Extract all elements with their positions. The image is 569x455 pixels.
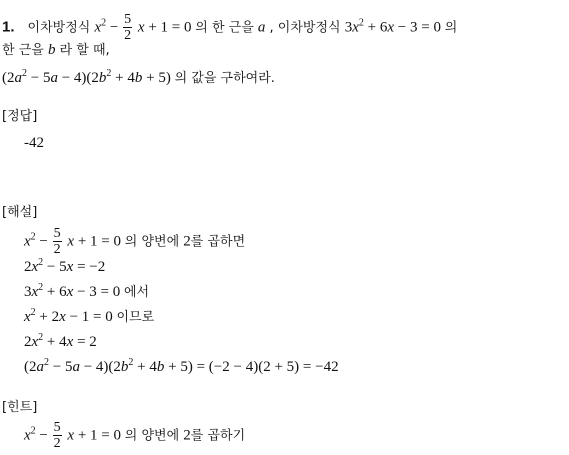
answer-value: -42 — [24, 135, 44, 151]
fraction-five-halves: $\frac{5}{2}$ — [53, 226, 61, 257]
problem-number: 1. — [2, 18, 15, 36]
solution-step-1: $x^2$ − $\frac{5}{2}$ x + 1 = 0 의 양변에 2를 곱하면 — [24, 226, 246, 257]
hint-label: [힌트] — [2, 400, 38, 415]
solution-step-5: $2x^2 + 4x = 2$ — [24, 332, 97, 350]
solution-step-6: $(2a^2 - 5a - 4)(2b^2 + 4b + 5) = (-2 - 4)(2 + 5) = -42$ — [24, 357, 339, 375]
solution-label: [해설] — [2, 205, 38, 220]
problem-line-2: 한 근을 b 라 할 때, — [2, 42, 110, 58]
problem-line-1: 1. 이차방정식 $x^2$ − $\frac{5}{2}$ x + 1 = 0 의 한 근을 a , 이차방정식 $3x^2 + 6x - 3 = 0$ 의 — [2, 12, 458, 43]
fraction-five-halves: $\frac{5}{2}$ — [124, 12, 132, 43]
hint-step: $x^2$ − $\frac{5}{2}$ x + 1 = 0 의 양변에 2를 곱하기 — [24, 420, 246, 451]
fraction-five-halves: $\frac{5}{2}$ — [53, 420, 61, 451]
solution-step-3: $3x^2 + 6x - 3 = 0$ 에서 — [24, 282, 150, 300]
problem-line-3: $(2a^2 - 5a - 4)(2b^2 + 4b + 5)$ 의 값을 구하여라. — [2, 68, 275, 86]
solution-step-4: $x^2 + 2x - 1 = 0$ 이므로 — [24, 307, 155, 325]
answer-label: [정답] — [2, 109, 38, 124]
solution-step-2: $2x^2 - 5x = -2$ — [24, 257, 106, 275]
